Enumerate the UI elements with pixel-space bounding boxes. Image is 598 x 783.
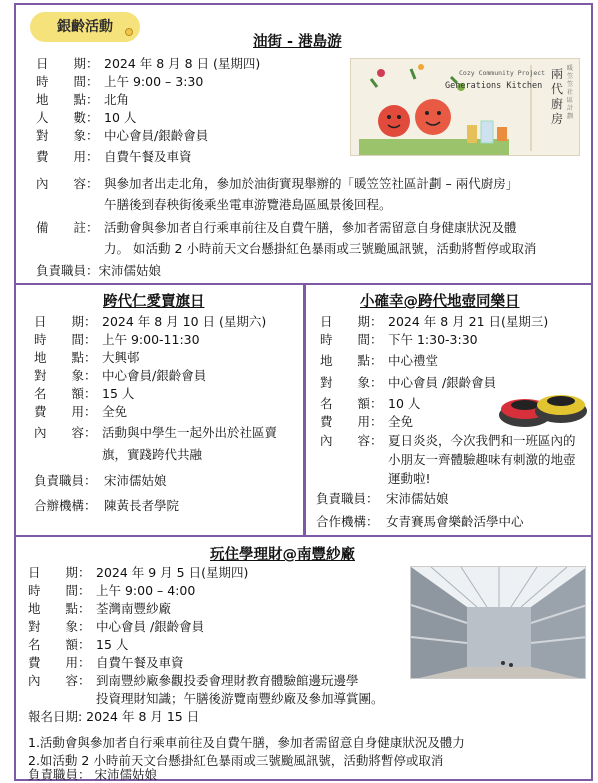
event2-staff: 負責職員： 宋沛儒姑娘 [34, 473, 167, 488]
event3-row-fee: 費 用： 全免 [320, 414, 414, 429]
event1-content-line2: 午膳後到春秧街後乘坐電車游覽港島區風景後回程。 [104, 197, 392, 212]
event2-organizer: 合辦機構： 陳黃長者學院 [34, 498, 180, 513]
event1-row-date: 日 期： 2024 年 8 月 8 日 (星期四) [36, 56, 261, 71]
event4-note2: 2.如活動 2 小時前天文台懸掛紅色暴雨或三號颱風訊號，活動將暫停或取消 [28, 753, 444, 768]
event1-row-quota: 人 數： 10 人 [36, 110, 137, 125]
event3-title: 小確幸@跨代地壺同樂日 [360, 294, 520, 310]
event4-row-time: 時 間： 上午 9:00 – 4:00 [28, 583, 196, 598]
event2-row-time: 時 間： 上午 9:00-11:30 [34, 332, 200, 347]
event3-row-time: 時 間： 下午 1:30-3:30 [320, 332, 478, 347]
event3-content: 內 容： 夏日炎炎，今次我們和一班區內的 [320, 433, 576, 448]
generations-kitchen-illustration [350, 58, 580, 156]
event2-content: 內 容： 活動與中學生一起外出於社區賣 [34, 425, 278, 440]
event1-note: 備 註： 活動會與參加者自行乘車前往及自費午膳，參加者需留意自身健康狀況及體 [36, 220, 517, 235]
event4-staff: 負責職員： 宋沛儒姑娘 [28, 767, 157, 782]
event4-row-target: 對 象： 中心會員 /銀齡會員 [28, 619, 205, 634]
event4-title: 玩住學理財@南豐紗廠 [210, 547, 355, 563]
event2-title: 跨代仁愛賣旗日 [103, 294, 205, 310]
event2-row-place: 地 點： 大興邨 [34, 350, 140, 365]
illus-caption-en1: Cozy Community Project [459, 69, 546, 77]
mill-interior-photo [410, 566, 586, 679]
event4-note1: 1.活動會與參加者自行乘車前往及自費午膳，參加者需留意自身健康狀況及體力 [28, 735, 465, 750]
event2-row-date: 日 期： 2024 年 8 月 10 日 (星期六) [34, 314, 267, 329]
event3-row-target: 對 象： 中心會員 /銀齡會員 [320, 375, 497, 390]
event1-title: 油街 - 港島游 [253, 34, 342, 50]
event3-row-date: 日 期： 2024 年 8 月 21 日(星期三) [320, 314, 549, 329]
event1-content: 內 容： 與參加者出走北角，參加於油街實現舉辦的「暖笠笠社區計劃 – 兩代廚房」 [36, 176, 519, 191]
event3-content-line3: 運動啦! [388, 471, 431, 486]
curling-stones-image [495, 383, 590, 431]
event2-row-target: 對 象： 中心會員/銀齡會員 [34, 368, 207, 383]
illus-caption-zh2: 暖笠笠社區計劃 [567, 65, 574, 120]
event2-row-fee: 費 用： 全免 [34, 404, 128, 419]
event4-row-quota: 名 額： 15 人 [28, 637, 129, 652]
illus-caption-zh1: 兩代廚房 [551, 67, 564, 126]
smiley-icon [125, 28, 133, 36]
event4-content: 內 容： 到南豐紗廠參觀投委會理財教育體驗館邊玩邊學 [28, 673, 359, 688]
event1-row-time: 時 間： 上午 9:00 – 3:30 [36, 74, 204, 89]
event3-content-line2: 小朋友一齊體驗趣味有刺激的地壺 [388, 452, 576, 467]
illus-caption-en2: Generations Kitchen [445, 81, 543, 91]
event2-row-quota: 名 額： 15 人 [34, 386, 135, 401]
event3-row-quota: 名 額： 10 人 [320, 396, 421, 411]
event1-row-target: 對 象： 中心會員/銀齡會員 [36, 128, 209, 143]
event1-row-place: 地 點： 北角 [36, 92, 130, 107]
event1-note-line2: 力。 如活動 2 小時前天文台懸掛紅色暴雨或三號颱風訊號，活動將暫停或取消 [104, 241, 537, 256]
event1-staff: 負責職員：宋沛儒姑娘 [36, 263, 162, 278]
event3-row-place: 地 點： 中心禮堂 [320, 353, 439, 368]
event3-organizer: 合作機構： 女青賽馬會樂齡活學中心 [316, 514, 524, 529]
event1-row-fee: 費 用： 自費午餐及車資 [36, 149, 192, 164]
event4-signup-date: 報名日期: 2024 年 8 月 15 日 [28, 709, 200, 724]
event2-content-line2: 旗，實踐跨代共融 [102, 447, 203, 462]
event4-row-place: 地 點： 荃灣南豐紗廠 [28, 601, 172, 616]
event4-content-line2: 投資理財知識；午膳後游覽南豐紗廠及參加導賞團。 [96, 691, 384, 706]
event4-row-fee: 費 用： 自費午餐及車資 [28, 655, 184, 670]
event3-staff: 負責職員： 宋沛儒姑娘 [316, 491, 449, 506]
event4-row-date: 日 期： 2024 年 9 月 5 日(星期四) [28, 565, 249, 580]
category-badge: 銀齡活動 [30, 12, 140, 42]
